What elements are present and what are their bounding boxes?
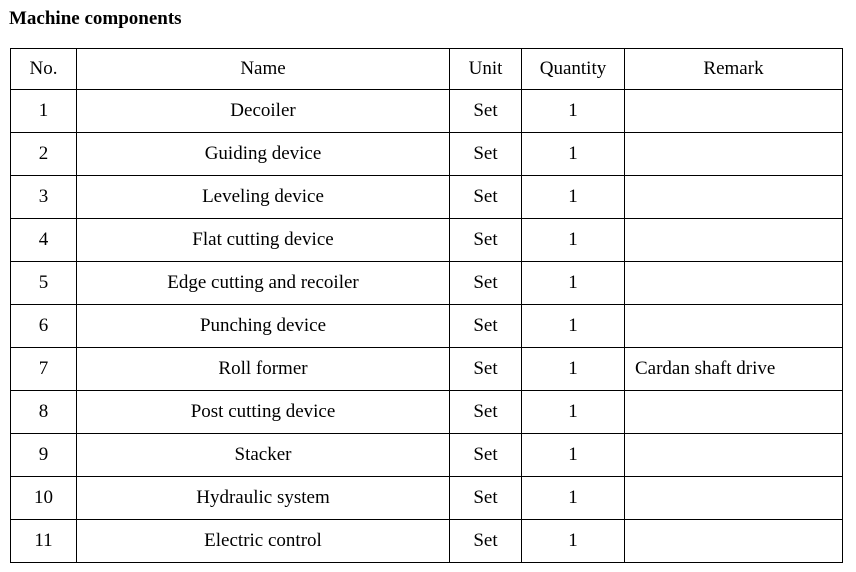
cell-quantity: 1	[522, 391, 625, 434]
cell-no: 1	[11, 90, 77, 133]
document-title: Machine components	[9, 8, 182, 29]
cell-quantity: 1	[522, 434, 625, 477]
cell-no: 3	[11, 176, 77, 219]
cell-name: Flat cutting device	[77, 219, 450, 262]
header-quantity: Quantity	[522, 49, 625, 90]
table-row	[11, 434, 843, 477]
cell-quantity: 1	[522, 90, 625, 133]
cell-remark: Cardan shaft drive	[625, 348, 843, 391]
cell-remark	[625, 133, 843, 176]
cell-remark	[625, 391, 843, 434]
cell-quantity: 1	[522, 305, 625, 348]
cell-name: Roll former	[77, 348, 450, 391]
cell-remark	[625, 219, 843, 262]
components-table	[10, 48, 843, 563]
table-row	[11, 305, 843, 348]
cell-unit: Set	[450, 520, 522, 563]
header-no: No.	[11, 49, 77, 90]
cell-unit: Set	[450, 477, 522, 520]
cell-name: Electric control	[77, 520, 450, 563]
cell-quantity: 1	[522, 176, 625, 219]
cell-unit: Set	[450, 219, 522, 262]
cell-name: Hydraulic system	[77, 477, 450, 520]
cell-no: 9	[11, 434, 77, 477]
cell-no: 8	[11, 391, 77, 434]
cell-no: 4	[11, 219, 77, 262]
cell-remark	[625, 305, 843, 348]
cell-remark	[625, 520, 843, 563]
cell-unit: Set	[450, 391, 522, 434]
cell-name: Leveling device	[77, 176, 450, 219]
cell-unit: Set	[450, 133, 522, 176]
cell-no: 11	[11, 520, 77, 563]
table-row	[11, 219, 843, 262]
header-unit: Unit	[450, 49, 522, 90]
header-name: Name	[77, 49, 450, 90]
cell-quantity: 1	[522, 348, 625, 391]
table-row	[11, 262, 843, 305]
table-row	[11, 520, 843, 563]
header-row	[11, 49, 843, 90]
cell-no: 2	[11, 133, 77, 176]
cell-quantity: 1	[522, 262, 625, 305]
cell-remark	[625, 90, 843, 133]
cell-unit: Set	[450, 262, 522, 305]
cell-quantity: 1	[522, 219, 625, 262]
cell-name: Punching device	[77, 305, 450, 348]
cell-remark	[625, 477, 843, 520]
cell-no: 6	[11, 305, 77, 348]
cell-quantity: 1	[522, 133, 625, 176]
header-remark: Remark	[625, 49, 843, 90]
cell-unit: Set	[450, 90, 522, 133]
cell-quantity: 1	[522, 520, 625, 563]
cell-name: Edge cutting and recoiler	[77, 262, 450, 305]
cell-name: Post cutting device	[77, 391, 450, 434]
cell-remark	[625, 176, 843, 219]
table-row	[11, 133, 843, 176]
cell-no: 5	[11, 262, 77, 305]
cell-unit: Set	[450, 348, 522, 391]
cell-unit: Set	[450, 305, 522, 348]
table-row	[11, 90, 843, 133]
table-row	[11, 176, 843, 219]
cell-no: 10	[11, 477, 77, 520]
cell-quantity: 1	[522, 477, 625, 520]
cell-name: Stacker	[77, 434, 450, 477]
table-row	[11, 391, 843, 434]
cell-name: Guiding device	[77, 133, 450, 176]
table-row	[11, 348, 843, 391]
table-row	[11, 477, 843, 520]
cell-unit: Set	[450, 434, 522, 477]
cell-no: 7	[11, 348, 77, 391]
cell-unit: Set	[450, 176, 522, 219]
cell-remark	[625, 434, 843, 477]
cell-name: Decoiler	[77, 90, 450, 133]
table-body	[11, 90, 843, 563]
cell-remark	[625, 262, 843, 305]
